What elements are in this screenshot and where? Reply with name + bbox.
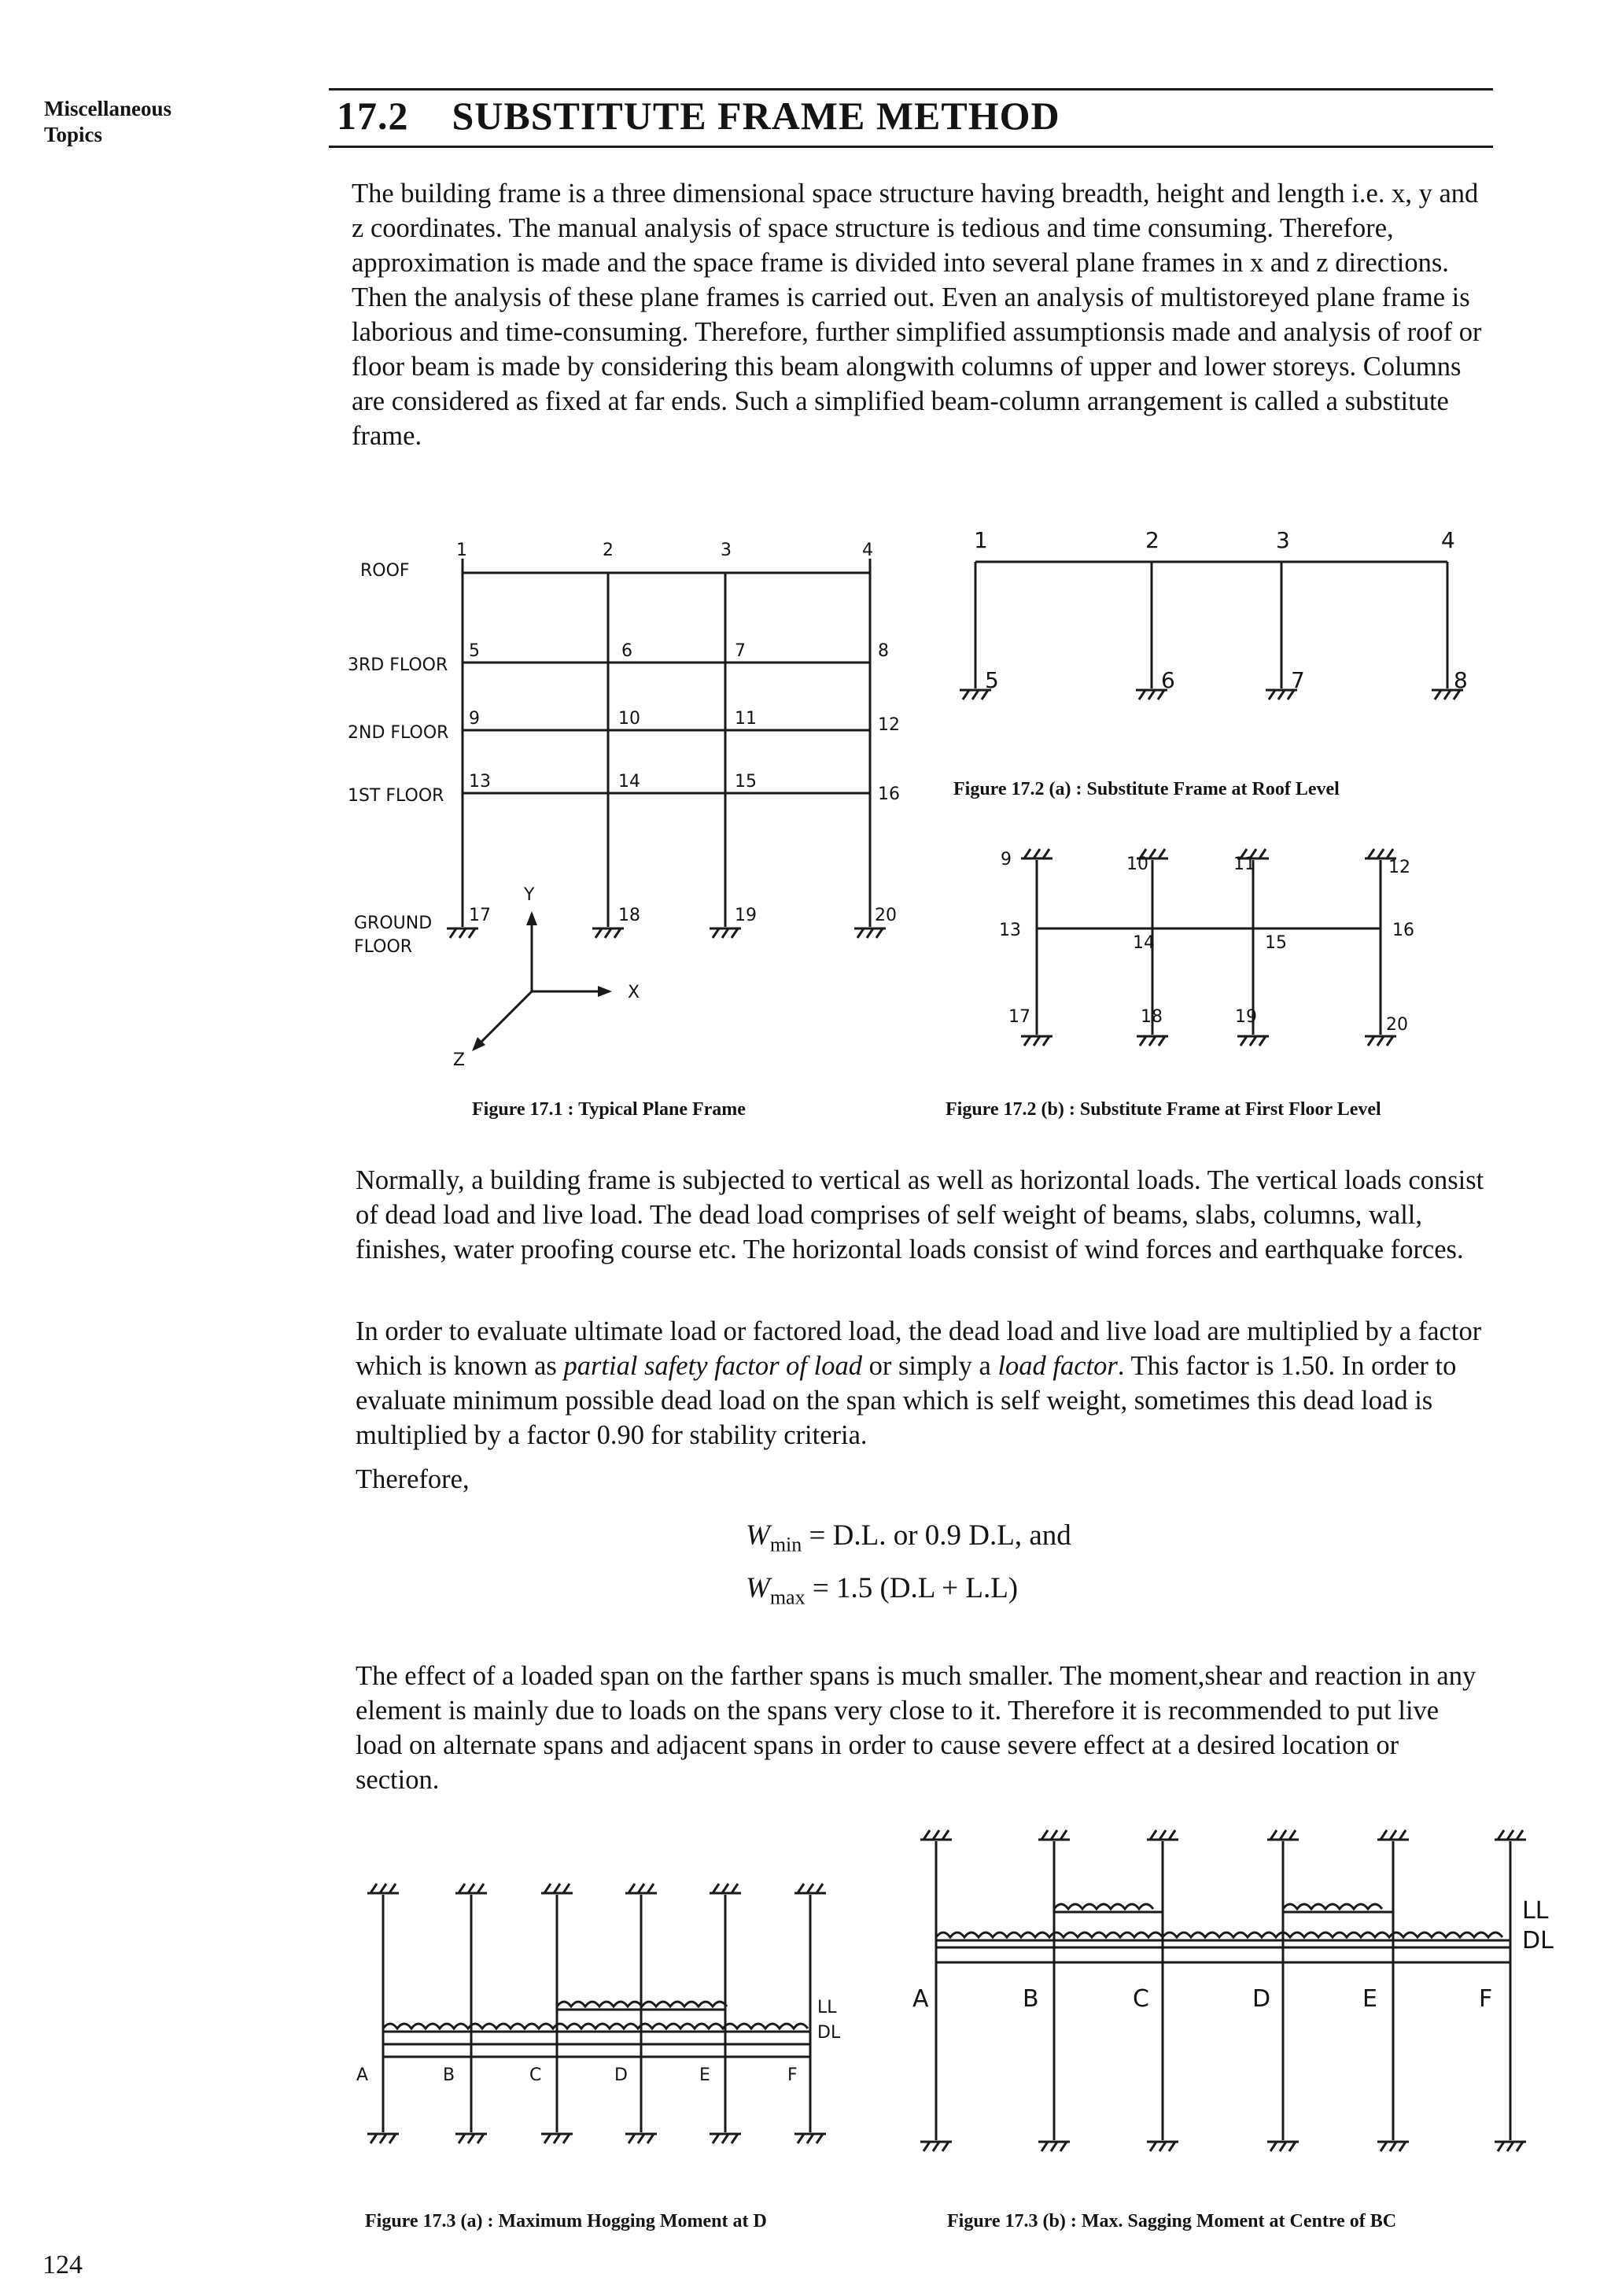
- axis-label-x: X: [628, 983, 640, 1002]
- node-label: 8: [878, 641, 889, 661]
- node-label: 1: [456, 541, 467, 560]
- support-label: D: [1252, 1985, 1271, 2013]
- node-label: 11: [735, 709, 757, 729]
- figure-17-3a-hogging-moment: [350, 1873, 869, 2164]
- node-label: 16: [878, 784, 900, 804]
- load-label-dl: DL: [1522, 1927, 1554, 1955]
- load-label-ll: LL: [817, 1998, 837, 2017]
- node-label: 17: [469, 906, 491, 925]
- node-label: 7: [735, 641, 746, 661]
- figure-17-3b-sagging-moment: [897, 1818, 1573, 2164]
- wmin-symbol: W: [746, 1519, 770, 1552]
- node-label: 3: [721, 541, 732, 560]
- figure-17-1-plane-frame: [346, 527, 928, 1070]
- support-label: C: [529, 2065, 542, 2085]
- support-label: B: [1023, 1985, 1039, 2013]
- node-label: 9: [1001, 850, 1012, 869]
- node-label: 19: [1235, 1007, 1257, 1027]
- section-heading: [337, 93, 1060, 138]
- heading-top-rule: [329, 88, 1493, 90]
- node-label: 20: [875, 906, 897, 925]
- heading-bottom-rule: [329, 146, 1493, 148]
- figure-17-1-caption: Figure 17.1 : Typical Plane Frame: [472, 1099, 746, 1120]
- load-factor-text-a: In order to evaluate ultimate load or factored load, the dead load and live load are multiplied by a factor which is known as: [356, 1316, 1482, 1381]
- support-label: B: [443, 2065, 455, 2085]
- node-label: 8: [1454, 667, 1468, 693]
- figure-17-2b-first-floor-frame: [975, 838, 1479, 1058]
- wmax-subscript: max: [769, 1585, 806, 1609]
- level-label-ground: GROUND: [354, 914, 433, 933]
- node-label: 20: [1386, 1015, 1408, 1035]
- wmin-subscript: min: [769, 1533, 802, 1556]
- support-label: C: [1133, 1985, 1149, 2013]
- figure-17-2b-caption: Figure 17.2 (b) : Substitute Frame at First Floor Level: [946, 1099, 1381, 1120]
- level-label-floor: FLOOR: [354, 937, 413, 957]
- level-label-roof: ROOF: [360, 561, 410, 581]
- equation-wmax: [746, 1571, 1018, 1609]
- section-title: SUBSTITUTE FRAME METHOD: [452, 94, 1060, 138]
- sidebar-label-line1: Miscellaneous: [44, 97, 171, 120]
- support-label: A: [356, 2065, 369, 2085]
- node-label: 5: [469, 641, 480, 661]
- node-label: 10: [1126, 855, 1148, 874]
- node-label: 4: [862, 541, 873, 560]
- sidebar-label: [44, 96, 217, 148]
- support-label: D: [614, 2065, 628, 2085]
- load-label-dl: DL: [817, 2023, 841, 2043]
- wmax-rhs: = 1.5 (D.L + L.L): [812, 1572, 1019, 1604]
- node-label: 14: [1133, 933, 1155, 953]
- load-factor-term-2: load factor: [997, 1351, 1118, 1381]
- node-label: 19: [735, 906, 757, 925]
- load-factor-term-1: partial safety factor of load: [563, 1351, 862, 1381]
- node-label: 9: [469, 709, 480, 729]
- support-label: F: [787, 2065, 798, 2085]
- axis-label-y: Y: [524, 885, 535, 905]
- support-label: A: [912, 1985, 929, 2013]
- node-label: 3: [1276, 527, 1290, 553]
- node-label: 13: [469, 772, 491, 792]
- level-label-3rd-floor: 3RD FLOOR: [348, 655, 448, 675]
- node-label: 10: [618, 709, 640, 729]
- loads-paragraph: Normally, a building frame is subjected to vertical as well as horizontal loads. The vertical loads consist of dead load and live load. The dead load comprises of self weight of beams, slabs, columns, wall, finishes, water proofing course etc. The horizontal loads consist of wind forces and earthquake forces.: [356, 1165, 1484, 1264]
- therefore-text: Therefore,: [356, 1464, 470, 1494]
- node-label: 2: [603, 541, 614, 560]
- node-label: 4: [1441, 527, 1455, 553]
- node-label: 7: [1291, 667, 1305, 693]
- figure-17-2a-roof-frame: [944, 519, 1495, 732]
- support-label: E: [699, 2065, 710, 2085]
- node-label: 6: [1161, 667, 1175, 693]
- node-label: 6: [621, 641, 632, 661]
- node-label: 12: [878, 715, 900, 735]
- node-label: 13: [999, 921, 1021, 940]
- load-label-ll: LL: [1522, 1897, 1549, 1925]
- effect-paragraph: The effect of a loaded span on the farther spans is much smaller. The moment,shear and reaction in any element is mainly due to loads on the spans very close to it. Therefore it is recommended to put live load on alternate spans and adjacent spans in order to cause severe effect at a desired location or section.: [356, 1661, 1476, 1795]
- wmin-rhs: = D.L. or 0.9 D.L, and: [809, 1519, 1071, 1552]
- page-number: 124: [42, 2250, 83, 2279]
- support-label: F: [1479, 1985, 1493, 2013]
- node-label: 18: [1141, 1007, 1163, 1027]
- load-factor-text-c: . This factor is 1.50. In order to evaluate minimum possible dead load on the span which is self weight, sometimes this dead load is multiplied by a factor 0.90 for stability criteria.: [356, 1351, 1457, 1450]
- node-label: 18: [618, 906, 640, 925]
- node-label: 12: [1388, 858, 1410, 877]
- node-label: 17: [1008, 1007, 1030, 1027]
- node-label: 5: [985, 667, 999, 693]
- node-label: 1: [974, 527, 988, 553]
- equation-wmin: [746, 1519, 1071, 1556]
- level-label-1st-floor: 1ST FLOOR: [348, 786, 444, 806]
- support-label: E: [1362, 1985, 1377, 2013]
- load-factor-paragraph: [356, 1314, 1488, 1453]
- node-label: 14: [618, 772, 640, 792]
- node-label: 15: [735, 772, 757, 792]
- section-number: 17.2: [337, 94, 409, 138]
- node-label: 2: [1145, 527, 1159, 553]
- node-label: 11: [1233, 855, 1255, 874]
- level-label-2nd-floor: 2ND FLOOR: [348, 723, 449, 743]
- axis-label-z: Z: [453, 1050, 466, 1070]
- wmax-symbol: W: [746, 1572, 770, 1604]
- sidebar-label-line2: Topics: [44, 123, 103, 146]
- figure-17-3b-caption: Figure 17.3 (b) : Max. Sagging Moment at Centre of BC: [947, 2211, 1397, 2231]
- intro-paragraph: The building frame is a three dimensional space structure having breadth, height and length i.e. x, y and z coordinates. The manual analysis of space structure is tedious and time consuming. Therefore, approximation is made and the space frame is divided into several plane frames in x and z directions. Then the analysis of these plane frames is carried out. Even an analysis of multistoreyed plane frame is laborious and time-consuming. Therefore, further simplified assumptionsis made and analysis of roof or floor beam is made by considering this beam alongwith columns of upper and lower storeys. Columns are considered as fixed at far ends. Such a simplified beam-column arrangement is called a substitute frame.: [352, 179, 1482, 451]
- node-label: 15: [1265, 933, 1287, 953]
- figure-17-3a-caption: Figure 17.3 (a) : Maximum Hogging Moment at D: [365, 2211, 767, 2231]
- load-factor-text-b: or simply a: [861, 1351, 998, 1381]
- node-label: 16: [1392, 921, 1414, 940]
- figure-17-2a-caption: Figure 17.2 (a) : Substitute Frame at Roof Level: [953, 779, 1340, 799]
